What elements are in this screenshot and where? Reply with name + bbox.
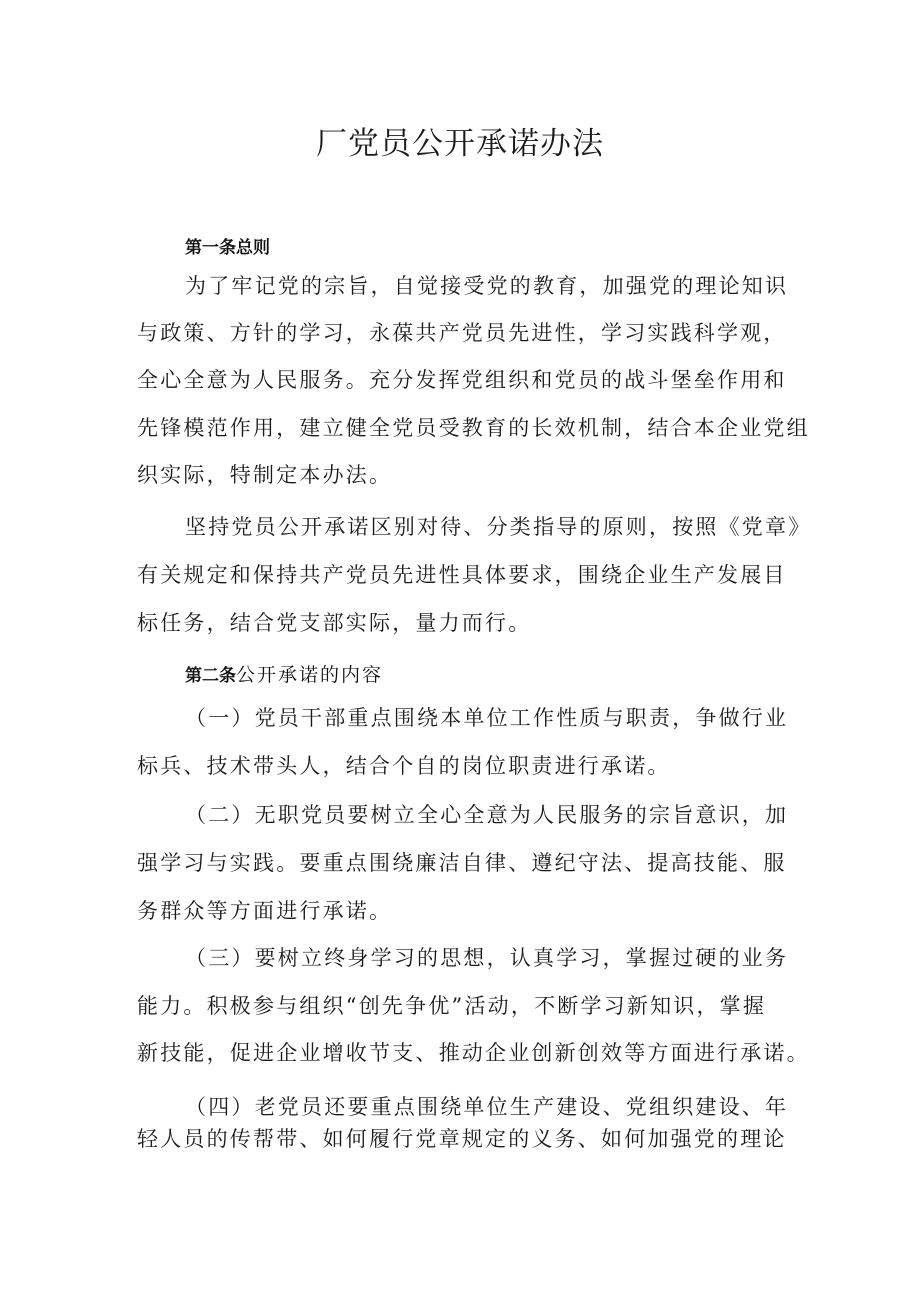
item-1-line: 标兵、技术带头人，结合个自的岗位职责进行承诺。: [137, 754, 671, 778]
paragraph-1-line: 全心全意为人民服务。充分发挥党组织和党员的战斗堡垒作用和: [137, 368, 787, 392]
item-2-line: 强学习与实践。要重点围绕廉洁自律、遵纪守法、提高技能、服: [137, 851, 787, 875]
item-3-line: 能力。积极参与组织“创先争优”活动，不断学习新知识，掌握: [137, 994, 767, 1018]
article-2-number: 第二条: [185, 666, 236, 686]
article-2-title: 公开承诺的内容: [236, 664, 384, 686]
item-2-line: （二）无职党员要树立全心全意为人民服务的宗旨意识，加: [185, 803, 789, 827]
paragraph-1-line: 先锋模范作用，建立健全党员受教育的长效机制，结合本企业党组: [137, 416, 810, 440]
article-1-heading: 第一条总则: [185, 238, 270, 258]
paragraph-1-line: 为了牢记党的宗旨，自觉接受党的教育，加强党的理论知识: [185, 274, 789, 298]
paragraph-2-line: 标任务，结合党支部实际，量力而行。: [137, 611, 532, 635]
paragraph-2-line: 有关规定和保持共产党员先进性具体要求，围绕企业生产发展目: [137, 563, 787, 587]
item-4-line: （四）老党员还要重点围绕单位生产建设、党组织建设、年: [185, 1095, 789, 1119]
item-3-line: （三）要树立终身学习的思想，认真学习，掌握过硬的业务: [185, 946, 789, 970]
item-4-line: 轻人员的传帮带、如何履行党章规定的义务、如何加强党的理论: [137, 1127, 787, 1151]
item-1-line: （一）党员干部重点围绕本单位工作性质与职责，争做行业: [185, 706, 789, 730]
item-3-line: 新技能，促进企业增收节支、推动企业创新创效等方面进行承诺。: [137, 1041, 810, 1065]
paragraph-1-line: 与政策、方针的学习，永葆共产党员先进性，学习实践科学观，: [137, 321, 787, 345]
article-2-heading: [185, 660, 383, 687]
item-2-line: 务群众等方面进行承诺。: [137, 899, 393, 923]
document-title: 厂党员公开承诺办法: [316, 126, 604, 162]
paragraph-1-line: 织实际，特制定本办法。: [137, 463, 393, 487]
paragraph-2-line: 坚持党员公开承诺区别对待、分类指导的原则，按照《党章》: [185, 515, 812, 539]
